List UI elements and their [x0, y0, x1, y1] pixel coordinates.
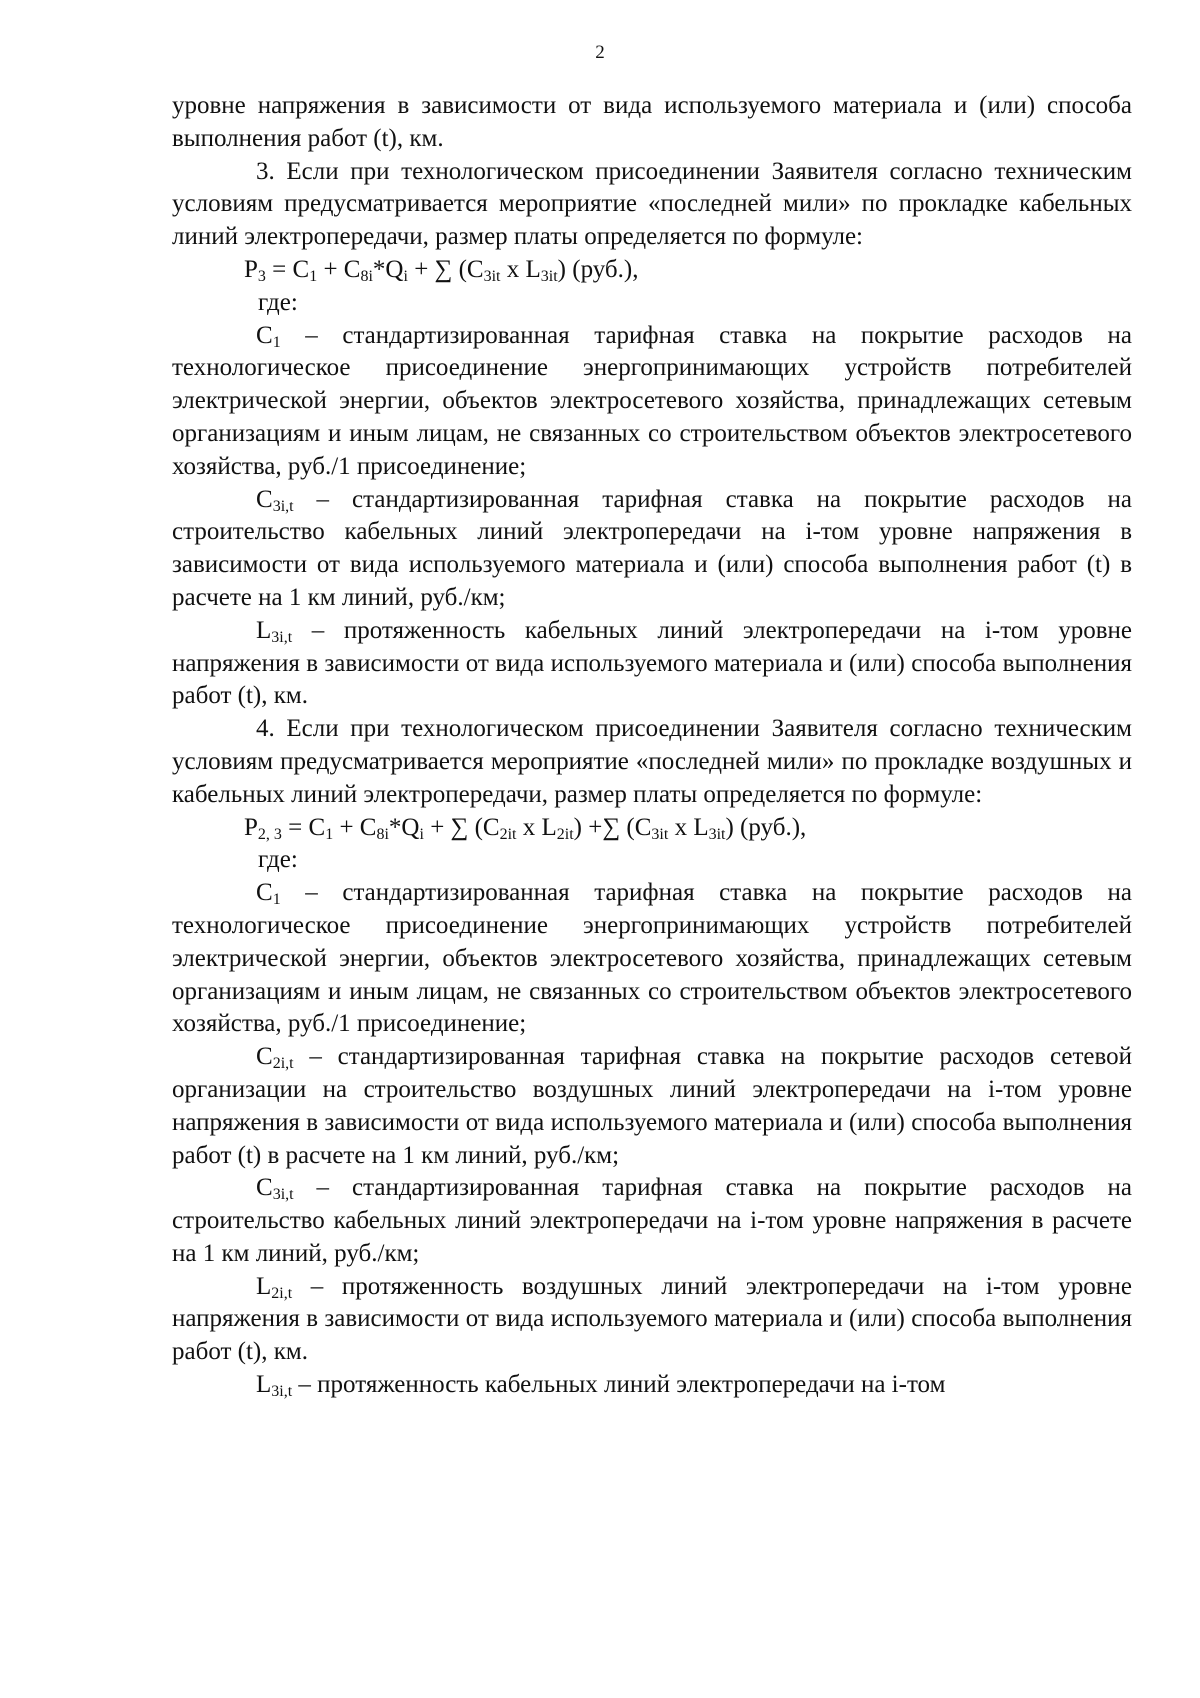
definition-text: – протяженность кабельных линий электропередачи на i-том уровне напряжения в зависимости от вида используемого материала и (или) способа выполнения работ (t), км. — [172, 616, 1132, 710]
definition-subscript: 1 — [272, 891, 281, 909]
definition-symbol: С — [256, 1043, 273, 1071]
definition-symbol: L — [256, 1371, 272, 1399]
formula-term: *Q — [372, 255, 404, 283]
where-label: где: — [258, 288, 298, 316]
formula-subscript: 3 — [257, 267, 266, 285]
definition-c1 — [172, 320, 1132, 484]
formula-subscript: 2, 3 — [257, 825, 282, 843]
definition-text: – стандартизированная тарифная ставка на покрытие расходов на технологическое присоединение энергопринимающих устройств потребителей электрической энергии, объектов электросетевого хозяйства, принадлежащих сетевым организациям и иным лицам, не связанных со строительством объектов электросетевого хозяйства, руб./1 присоединение; — [172, 879, 1132, 1038]
definition-c2it — [172, 1041, 1132, 1172]
definition-l3it — [172, 615, 1132, 713]
formula-subscript: 1 — [325, 825, 334, 843]
formula-term: *Q — [388, 813, 420, 841]
definition-symbol: С — [256, 1174, 273, 1202]
definition-text: – стандартизированная тарифная ставка на покрытие расходов на строительство кабельных линий электропередачи на i-том уровне напряжения в зависимости от вида используемого материала и (или) способа выполнения работ (t) в расчете на 1 км линий, руб./км; — [172, 485, 1132, 611]
definition-symbol: С — [256, 879, 273, 907]
definition-symbol: С — [256, 321, 273, 349]
formula-term: x L — [516, 813, 557, 841]
paragraph-item-4: 4. Если при технологическом присоединении Заявителя согласно техническим условиям предусматривается мероприятие «последней мили» по прокладке воздушных и кабельных линий электропередачи, размер платы определяется по формуле: — [172, 715, 1132, 808]
definition-subscript: 3i,t — [271, 1383, 293, 1401]
formula-symbol: Р — [244, 255, 258, 283]
formula-term: ) (руб.), — [557, 255, 639, 283]
formula-p23 — [172, 812, 1132, 845]
definition-text: – стандартизированная тарифная ставка на покрытие расходов на технологическое присоединение энергопринимающих устройств потребителей электрической энергии, объектов электросетевого хозяйства, принадлежащих сетевым организациям и иным лицам, не связанных со строительством объектов электросетевого хозяйства, руб./1 присоединение; — [172, 321, 1132, 480]
definition-text: – стандартизированная тарифная ставка на покрытие расходов сетевой организации на строительство воздушных линий электропередачи на i-том уровне напряжения в зависимости от вида используемого материала и (или) способа выполнения работ (t) в расчете на 1 км линий, руб./км; — [172, 1043, 1132, 1169]
formula-subscript: 1 — [309, 267, 318, 285]
formula-term: = С — [265, 255, 310, 283]
where-label: где: — [258, 846, 298, 874]
formula-term: x L — [500, 255, 541, 283]
formula-term: x L — [668, 813, 709, 841]
formula-subscript: 3it — [708, 825, 726, 843]
definition-symbol: L — [256, 616, 272, 644]
definition-c3it — [172, 1172, 1132, 1270]
definition-symbol: L — [256, 1272, 272, 1300]
formula-subscript: 3it — [483, 267, 501, 285]
definition-symbol: С — [256, 485, 273, 513]
definition-subscript: 2i,t — [272, 1055, 294, 1073]
definition-text: – стандартизированная тарифная ставка на покрытие расходов на строительство кабельных линий электропередачи на i-том уровне напряжения в расчете на 1 км линий, руб./км; — [172, 1174, 1132, 1267]
paragraph-item-3: 3. Если при технологическом присоединении Заявителя согласно техническим условиям предусматривается мероприятие «последней мили» по прокладке кабельных линий электропередачи, размер платы определяется по формуле: — [172, 157, 1132, 251]
formula-subscript: 3it — [540, 267, 558, 285]
formula-subscript: 8i — [376, 825, 389, 843]
definition-c3it — [172, 484, 1132, 615]
definition-l3it — [172, 1369, 1132, 1402]
formula-term: ) (руб.), — [725, 813, 807, 841]
formula-subscript: 2it — [556, 825, 574, 843]
definition-subscript: 3i,t — [272, 497, 294, 515]
page-number: 2 — [595, 42, 605, 63]
definition-l2it — [172, 1271, 1132, 1369]
formula-subscript: 8i — [360, 267, 373, 285]
formula-term: = С — [281, 813, 326, 841]
formula-subscript: i — [403, 267, 408, 285]
definition-c1 — [172, 877, 1132, 1041]
formula-subscript: i — [419, 825, 424, 843]
formula-term: + С — [333, 813, 377, 841]
definition-subscript: 3i,t — [272, 1186, 294, 1204]
formula-term: + ∑ (С — [423, 813, 500, 841]
definition-subscript: 1 — [272, 333, 281, 351]
formula-subscript: 3it — [651, 825, 669, 843]
definition-text: – протяженность кабельных линий электропередачи на i-том — [292, 1371, 946, 1399]
formula-term: + ∑ (С — [407, 255, 484, 283]
formula-subscript: 2it — [499, 825, 517, 843]
formula-symbol: Р — [244, 813, 258, 841]
formula-p3 — [172, 254, 1132, 287]
definition-text: – протяженность воздушных линий электропередачи на i-том уровне напряжения в зависимости от вида используемого материала и (или) способа выполнения работ (t), км. — [172, 1272, 1132, 1366]
definition-subscript: 3i,t — [271, 628, 293, 646]
formula-term: ) +∑ (С — [573, 813, 652, 841]
definition-subscript: 2i,t — [271, 1284, 293, 1302]
paragraph-continuation: уровне напряжения в зависимости от вида используемого материала и (или) способа выполнения работ (t), км. — [172, 92, 1132, 152]
formula-term: + С — [317, 255, 361, 283]
document-body — [172, 90, 1132, 1402]
